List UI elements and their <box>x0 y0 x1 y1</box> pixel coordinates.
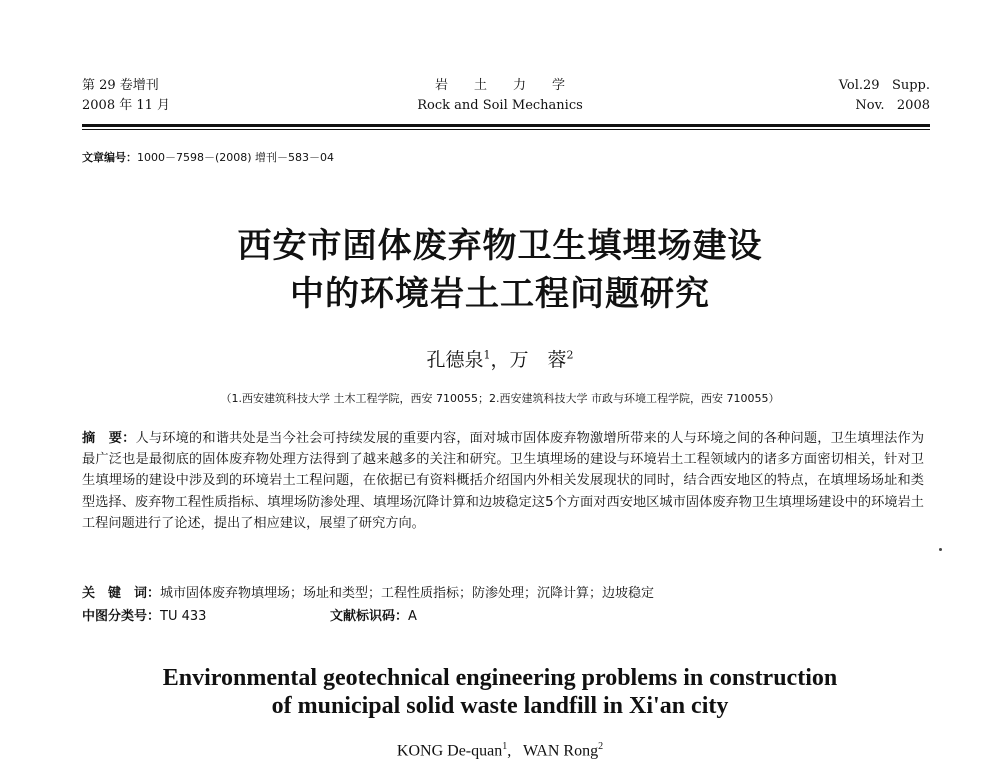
author2-cn: 万 蓉 <box>509 349 567 371</box>
article-number-label: 文章编号： <box>82 151 137 164</box>
classification-label: 中图分类号： <box>82 609 161 624</box>
page-title-cn <box>0 222 1000 318</box>
classification-number <box>82 605 206 624</box>
page-title-en <box>0 664 1000 720</box>
volume-issue: 第 29 卷增刊 <box>82 78 159 93</box>
journal-name-en: Rock and Soil Mechanics <box>417 98 583 113</box>
authors-en <box>0 741 1000 760</box>
volume-supp-en: Vol.29 Supp. <box>838 78 930 93</box>
title-cn-line2: 中的环境岩土工程问题研究 <box>290 274 710 314</box>
journal-volume-info-en <box>839 76 930 116</box>
journal-name-cn: 岩土力学 <box>434 78 591 93</box>
author2-cn-affil: 2 <box>566 348 574 362</box>
author1-cn-affil: 1 <box>483 348 491 362</box>
author2-en-affil: 2 <box>598 741 604 752</box>
affiliation-cn: （1.西安建筑科技大学 土木工程学院，西安 710055；2.西安建筑科技大学 市政与环境工程学院，西安 710055） <box>220 392 780 405</box>
article-number <box>82 149 334 165</box>
author-separator-cn: ， <box>490 349 510 371</box>
author1-en: KONG De-quan <box>396 742 503 760</box>
author1-en-affil: 1 <box>502 741 508 752</box>
title-cn-line1: 西安市固体废弃物卫生填埋场建设 <box>237 226 763 266</box>
document-code <box>330 605 417 624</box>
document-code-label: 文献标识码： <box>330 609 409 624</box>
author2-en: WAN Rong <box>522 742 599 760</box>
abstract-cn <box>82 428 924 534</box>
scan-speck <box>939 548 942 551</box>
header-rule-thick <box>82 124 930 127</box>
title-en-line2: of municipal solid waste landfill in Xi'an city <box>271 693 729 719</box>
publication-date-en: Nov. 2008 <box>855 98 930 113</box>
keywords-label: 关 键 词： <box>82 586 161 601</box>
classification-value: TU 433 <box>160 609 207 624</box>
publication-date-cn: 2008 年 11 月 <box>82 98 171 113</box>
title-en-line1: Environmental geotechnical engineering problems in construction <box>162 665 838 691</box>
author1-cn: 孔德泉 <box>426 349 484 371</box>
header-rule-thin <box>82 129 930 130</box>
author-separator-en: , <box>507 742 523 760</box>
authors-cn <box>0 345 1000 372</box>
abstract-label: 摘 要： <box>82 431 136 446</box>
article-number-value: 1000－7598－(2008) 增刊－583－04 <box>137 151 335 164</box>
abstract-text: 人与环境的和谐共处是当今社会可持续发展的重要内容，面对城市固体废弃物激增所带来的人与环境之间的各种问题，卫生填埋法作为最广泛也是最彻底的固体废弃物处理方法得到了越来越多的关注和研究。卫生填埋场的建设与环境岩土工程领域内的诸多方面密切相关，针对卫生填埋场的建设中涉及到的环境岩土工程问题，在依据已有资料概括介绍国内外相关发展现状的同时，结合西安地区的特点，在填埋场场址和类型选择、废弃物工程性质指标、填埋场防渗处理、填埋场沉降计算和边坡稳定这5个方面对西安地区城市固体废弃物卫生填埋场建设中的环境岩土工程问题进行了论述，提出了相应建议，展望了研究方向。 <box>82 431 925 531</box>
keywords-text: 城市固体废弃物填埋场；场址和类型；工程性质指标；防渗处理；沉降计算；边坡稳定 <box>160 586 655 601</box>
keywords-cn <box>82 582 654 601</box>
document-code-value: A <box>408 609 417 624</box>
